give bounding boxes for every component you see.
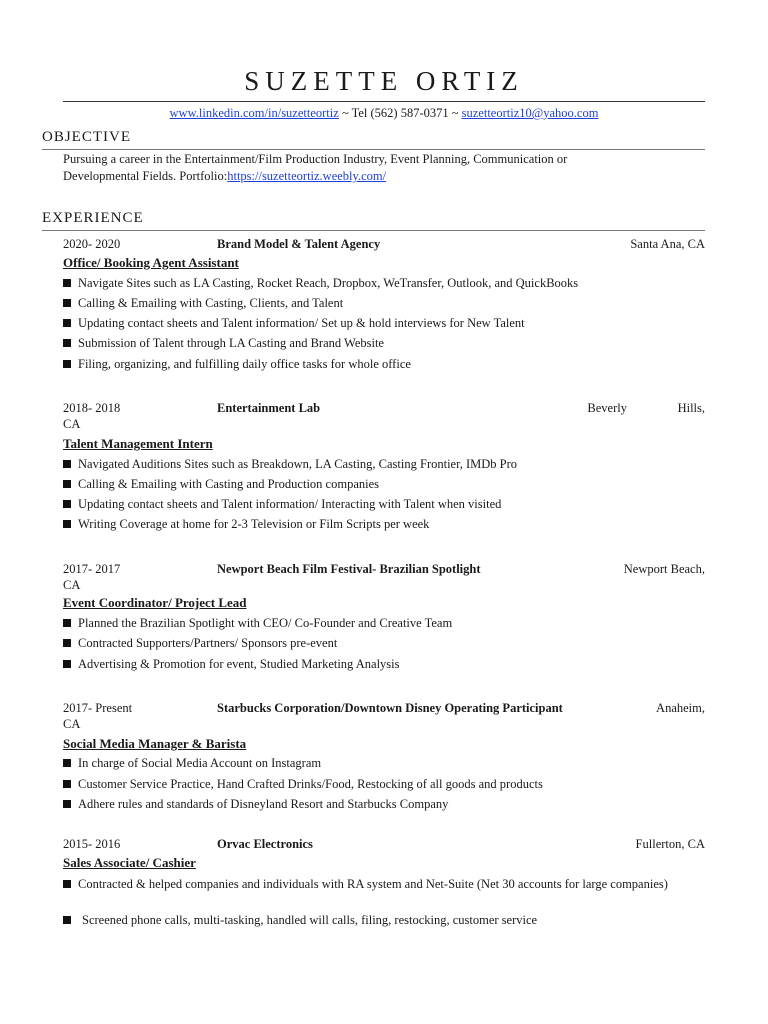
bullet-square-icon — [63, 780, 71, 788]
job-location-state: CA — [63, 417, 81, 431]
job-bullet — [63, 876, 705, 892]
job-title: Office/ Booking Agent Assistant — [63, 255, 239, 270]
job-dates: 2015- 2016 — [63, 837, 121, 851]
bullet-square-icon — [63, 319, 71, 327]
job-header — [63, 700, 705, 732]
job-bullet — [63, 275, 705, 291]
job-organization: Newport Beach Film Festival- Brazilian Spotlight — [217, 562, 481, 576]
objective-line-2 — [63, 168, 705, 185]
job-bullet — [63, 476, 705, 492]
bullet-text: Adhere rules and standards of Disneyland Resort and Starbucks Company — [78, 797, 449, 811]
bullet-text: Updating contact sheets and Talent information/ Set up & hold interviews for New Talent — [78, 316, 525, 330]
linkedin-link[interactable]: www.linkedin.com/in/suzetteortiz — [169, 106, 339, 120]
objective-text — [63, 151, 705, 185]
bullet-text: Navigated Auditions Sites such as Breakdown, LA Casting, Casting Frontier, IMDb Pro — [78, 457, 518, 471]
experience-heading: EXPERIENCE — [42, 210, 144, 226]
bullet-text: Calling & Emailing with Casting and Production companies — [78, 477, 380, 491]
bullet-square-icon — [63, 619, 71, 627]
job-location: Fullerton, CA — [635, 837, 705, 851]
job-title: Social Media Manager & Barista — [63, 736, 247, 751]
bullet-text: Customer Service Practice, Hand Crafted Drinks/Food, Restocking of all goods and products — [78, 777, 543, 791]
job-location: Newport Beach, — [623, 562, 705, 576]
bullet-square-icon — [63, 880, 71, 888]
bullet-text: Writing Coverage at home for 2-3 Television or Film Scripts per week — [78, 517, 430, 531]
job-organization: Starbucks Corporation/Downtown Disney Operating Participant — [217, 701, 563, 715]
bullet-square-icon — [63, 639, 71, 647]
bullet-text: Screened phone calls, multi-tasking, handled will calls, filing, restocking, customer service — [82, 913, 538, 927]
job-bullet — [63, 615, 705, 631]
bullet-square-icon — [63, 660, 71, 668]
objective-heading: OBJECTIVE — [42, 129, 131, 145]
job-location-city: Beverly — [587, 401, 627, 415]
bullet-text: Filing, organizing, and fulfilling daily office tasks for whole office — [78, 357, 411, 371]
job-title: Event Coordinator/ Project Lead — [63, 595, 247, 610]
candidate-name: SUZETTE ORTIZ — [244, 66, 524, 96]
job-dates: 2018- 2018 — [63, 401, 121, 415]
job-title: Sales Associate/ Cashier — [63, 855, 196, 870]
job-bullet — [63, 315, 705, 331]
job-location-state: CA — [63, 578, 81, 592]
contact-line — [0, 106, 768, 121]
bullet-square-icon — [63, 916, 71, 924]
bullet-square-icon — [63, 500, 71, 508]
job-location-state: CA — [63, 717, 81, 731]
portfolio-link[interactable]: https://suzetteortiz.weebly.com/ — [227, 169, 387, 183]
bullet-text: Planned the Brazilian Spotlight with CEO/ Co-Founder and Creative Team — [78, 616, 453, 630]
job-bullet — [63, 496, 705, 512]
bullet-square-icon — [63, 460, 71, 468]
job-bullet — [63, 912, 705, 928]
bullet-square-icon — [63, 360, 71, 368]
phone-text: ~ Tel (562) 587-0371 ~ — [338, 106, 462, 120]
bullet-square-icon — [63, 759, 71, 767]
job-header — [63, 400, 705, 432]
bullet-text: Updating contact sheets and Talent information/ Interacting with Talent when visited — [78, 497, 502, 511]
job-dates: 2017- 2017 — [63, 562, 121, 576]
job-bullet — [63, 755, 705, 771]
job-organization: Orvac Electronics — [217, 837, 313, 851]
bullet-text: Contracted & helped companies and individuals with RA system and Net-Suite (Net 30 accounts for large companies) — [78, 877, 668, 891]
bullet-text: Submission of Talent through LA Casting and Brand Website — [78, 336, 384, 350]
objective-line-1: Pursuing a career in the Entertainment/Film Production Industry, Event Planning, Communication or — [63, 152, 568, 166]
job-dates: 2020- 2020 — [63, 237, 121, 251]
bullet-square-icon — [63, 800, 71, 808]
bullet-text: Advertising & Promotion for event, Studied Marketing Analysis — [78, 657, 400, 671]
job-dates: 2017- Present — [63, 701, 133, 715]
bullet-square-icon — [63, 520, 71, 528]
job-title: Talent Management Intern — [63, 436, 213, 451]
job-bullet — [63, 656, 705, 672]
job-header — [63, 561, 705, 593]
bullet-square-icon — [63, 339, 71, 347]
job-bullet — [63, 516, 705, 532]
email-link[interactable]: suzetteortiz10@yahoo.com — [461, 106, 599, 120]
job-bullet — [63, 776, 705, 792]
job-location: Anaheim, — [656, 701, 705, 715]
job-bullet — [63, 796, 705, 812]
bullet-square-icon — [63, 480, 71, 488]
job-bullet — [63, 635, 705, 651]
job-bullet — [63, 335, 705, 351]
bullet-text: Contracted Supporters/Partners/ Sponsors pre-event — [78, 636, 338, 650]
job-organization: Brand Model & Talent Agency — [217, 237, 381, 251]
job-bullet — [63, 356, 705, 372]
bullet-text: Calling & Emailing with Casting, Clients, and Talent — [78, 296, 344, 310]
job-location: Santa Ana, CA — [630, 237, 705, 251]
job-location-city-2: Hills, — [677, 401, 705, 415]
job-organization: Entertainment Lab — [217, 401, 321, 415]
objective-line-2-prefix: Developmental Fields. Portfolio: — [63, 169, 228, 183]
objective-divider — [42, 149, 705, 150]
bullet-square-icon — [63, 279, 71, 287]
experience-divider — [42, 230, 705, 231]
header-divider — [63, 101, 705, 102]
bullet-text: Navigate Sites such as LA Casting, Rocket Reach, Dropbox, WeTransfer, Outlook, and QuickBooks — [78, 276, 579, 290]
bullet-text: In charge of Social Media Account on Instagram — [78, 756, 322, 770]
job-bullet — [63, 295, 705, 311]
bullet-square-icon — [63, 299, 71, 307]
job-bullet — [63, 456, 705, 472]
